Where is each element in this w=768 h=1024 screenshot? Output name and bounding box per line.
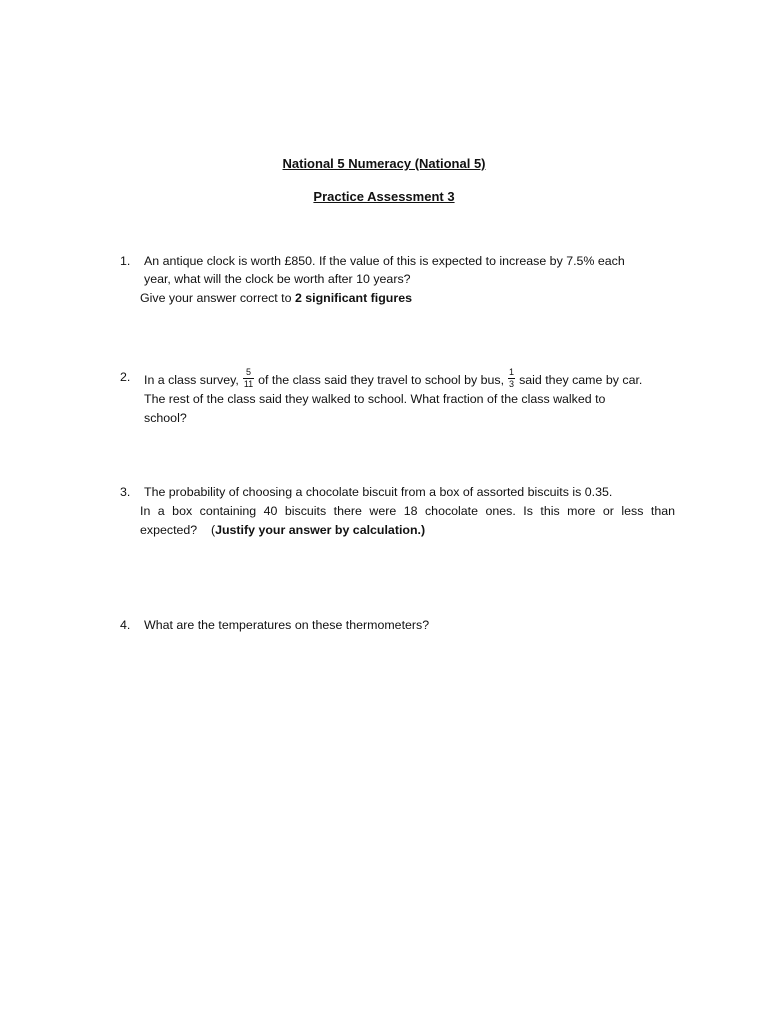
page-subtitle: Practice Assessment 3	[313, 189, 455, 204]
instruction-text: Give your answer correct to	[140, 291, 295, 305]
question-number: 2.	[120, 370, 131, 384]
fraction-denominator: 11	[243, 379, 254, 389]
question-number: 1.	[120, 254, 131, 268]
instruction-text: expected? (	[140, 523, 216, 537]
question-text-line	[144, 367, 643, 391]
question-instruction	[140, 523, 425, 537]
fraction-numerator: 5	[245, 367, 251, 377]
question-text-line: An antique clock is worth £850. If the value of this is expected to increase by 7.5% each	[144, 254, 625, 268]
text-segment: said they came by car.	[519, 372, 643, 387]
question-instruction	[140, 291, 412, 305]
instruction-emphasis: Justify your answer by calculation.)	[215, 523, 426, 537]
question-text-line: What are the temperatures on these thermometers?	[144, 618, 430, 632]
page-title: National 5 Numeracy (National 5)	[282, 156, 486, 171]
question-number: 4.	[120, 618, 131, 632]
question-text-line: year, what will the clock be worth after 10 years?	[144, 272, 411, 286]
question-text-line: school?	[144, 411, 187, 425]
text-segment: of the class said they travel to school by bus,	[258, 372, 505, 387]
fraction-denominator: 3	[509, 379, 515, 389]
instruction-emphasis: 2 significant figures	[294, 291, 412, 305]
fraction-numerator: 1	[509, 367, 515, 377]
text-segment: In a class survey,	[144, 372, 239, 387]
fraction-one-third	[508, 368, 515, 389]
question-text-line: The probability of choosing a chocolate biscuit from a box of assorted biscuits is 0.35.	[144, 485, 613, 499]
fraction-five-elevenths	[243, 368, 254, 389]
question-text-line: In a box containing 40 biscuits there were 18 chocolate ones. Is this more or less than	[140, 504, 675, 518]
question-text-line: The rest of the class said they walked to school. What fraction of the class walked to	[144, 392, 606, 406]
question-number: 3.	[120, 485, 131, 499]
